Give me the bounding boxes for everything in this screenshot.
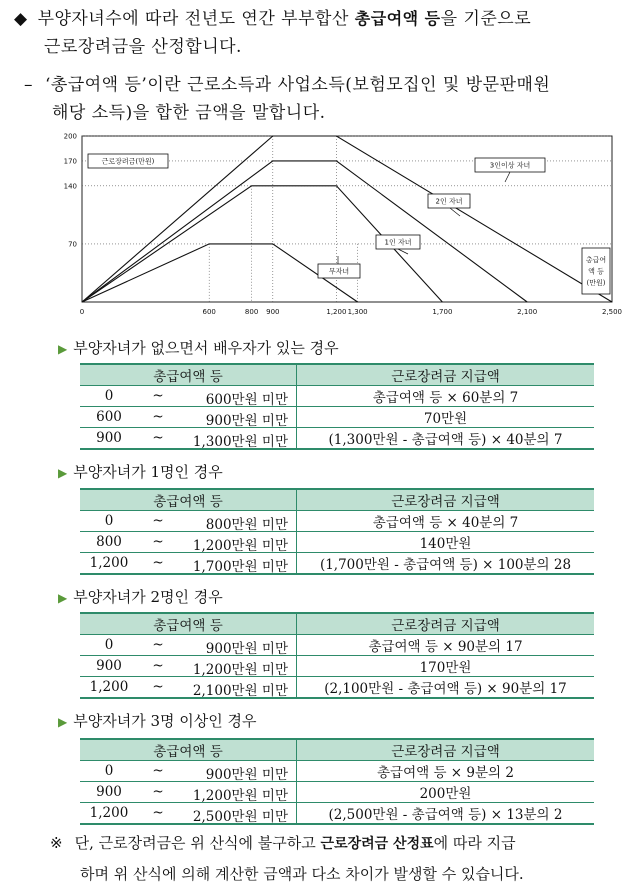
legend-one: 1인 자녀 xyxy=(384,238,412,247)
range-hi: 900만원 미만 xyxy=(205,641,288,657)
table-row xyxy=(80,677,594,699)
intro-definition xyxy=(24,70,550,100)
table-header-row xyxy=(80,613,594,635)
table-row xyxy=(80,761,594,782)
column-header: 총급여액 등 xyxy=(80,739,297,761)
table-header-row xyxy=(80,364,594,386)
range-hi: 2,100만원 미만 xyxy=(192,683,288,699)
intro-line4: 해당 소득)을 합한 금액을 말합니다. xyxy=(52,103,326,123)
range-tl: ~ xyxy=(152,430,164,446)
chart-title: 근로장려금(만원) xyxy=(101,157,155,166)
income-range-cell xyxy=(80,511,297,532)
payment-formula-cell: 총급여액 등 × 60분의 7 xyxy=(297,386,595,407)
reference-mark: ※ xyxy=(50,834,63,852)
range-tl: ~ xyxy=(152,637,164,653)
income-range-cell xyxy=(80,532,297,553)
column-header: 총급여액 등 xyxy=(80,489,297,511)
payment-formula-cell: (2,500만원 - 총급여액 등) × 13분의 2 xyxy=(297,803,595,825)
column-header: 근로장려금 지급액 xyxy=(297,364,595,386)
range-lo: 900 xyxy=(96,784,122,800)
rate-table xyxy=(80,612,594,699)
range-lo: 600 xyxy=(96,409,122,425)
x-tick-label: 600 xyxy=(202,308,216,316)
range-tl: ~ xyxy=(152,534,164,550)
footnote-line2: 하며 위 산식에 의해 계산한 금액과 다소 차이가 발생할 수 있습니다. xyxy=(80,865,524,883)
income-range-cell xyxy=(80,677,297,699)
range-lo: 0 xyxy=(104,763,114,779)
intro-line1-b: 을 기준으로 xyxy=(440,9,532,29)
x-tick-label: 1,200 xyxy=(326,308,347,316)
table-header-row xyxy=(80,739,594,761)
range-hi: 1,300만원 미만 xyxy=(192,434,288,450)
triangle-bullet-icon: ▶ xyxy=(58,342,68,356)
table-header-row xyxy=(80,489,594,511)
range-lo: 1,200 xyxy=(89,679,129,695)
payment-formula-cell: (2,100만원 - 총급여액 등) × 90분의 17 xyxy=(297,677,595,699)
range-lo: 0 xyxy=(104,513,114,529)
triangle-bullet-icon: ▶ xyxy=(58,715,68,729)
range-tl: ~ xyxy=(152,805,164,821)
table-row xyxy=(80,428,594,450)
x-tick-label: 900 xyxy=(266,308,280,316)
footnote-line1-a: 단, 근로장려금은 위 산식에 불구하고 xyxy=(74,834,321,852)
y-tick-label: 140 xyxy=(63,182,77,191)
income-range-cell xyxy=(80,803,297,825)
x-tick-label: 2,100 xyxy=(517,308,538,316)
y-tick-label: 200 xyxy=(63,132,77,141)
y-tick-label: 70 xyxy=(68,240,77,249)
y-tick-label: 170 xyxy=(63,157,77,166)
range-hi: 1,200만원 미만 xyxy=(192,538,288,554)
table-row xyxy=(80,386,594,407)
range-hi: 600만원 미만 xyxy=(205,392,288,408)
range-lo: 900 xyxy=(96,430,122,446)
x-tick-label: 2,500 xyxy=(601,308,623,316)
footnote-line1 xyxy=(50,828,524,859)
payment-formula-cell: (1,700만원 - 총급여액 등) × 100분의 28 xyxy=(297,553,595,575)
section-heading-text: 부양자녀가 3명 이상인 경우 xyxy=(73,712,257,730)
range-tl: ~ xyxy=(152,763,164,779)
table-row xyxy=(80,635,594,656)
range-tl: ~ xyxy=(152,555,164,571)
range-tl: ~ xyxy=(152,409,164,425)
section-heading-text: 부양자녀가 2명인 경우 xyxy=(73,588,223,606)
income-range-cell xyxy=(80,553,297,575)
range-tl: ~ xyxy=(152,784,164,800)
column-header: 근로장려금 지급액 xyxy=(297,489,595,511)
x-axis-box: 액 등 xyxy=(588,267,604,276)
range-lo: 1,200 xyxy=(89,805,129,821)
section-heading xyxy=(58,461,223,482)
range-lo: 900 xyxy=(96,658,122,674)
column-header: 총급여액 등 xyxy=(80,364,297,386)
table-row xyxy=(80,532,594,553)
table-row xyxy=(80,803,594,825)
rate-table xyxy=(80,363,594,450)
column-header: 근로장려금 지급액 xyxy=(297,739,595,761)
earned-income-credit-chart xyxy=(60,128,623,323)
range-hi: 2,500만원 미만 xyxy=(192,809,288,825)
payment-formula-cell: 170만원 xyxy=(297,656,595,677)
dash-bullet: – xyxy=(24,75,33,95)
range-tl: ~ xyxy=(152,513,164,529)
rate-table xyxy=(80,488,594,575)
range-tl: ~ xyxy=(152,388,164,404)
section-heading xyxy=(58,710,256,731)
triangle-bullet-icon: ▶ xyxy=(58,466,68,480)
column-header: 총급여액 등 xyxy=(80,613,297,635)
x-tick-label: 1,300 xyxy=(347,308,368,316)
range-lo: 800 xyxy=(96,534,122,550)
intro-line2: 근로장려금을 산정합니다. xyxy=(44,37,242,57)
payment-formula-cell: (1,300만원 - 총급여액 등) × 40분의 7 xyxy=(297,428,595,450)
table-row xyxy=(80,553,594,575)
x-tick-label: 800 xyxy=(244,308,259,316)
column-header: 근로장려금 지급액 xyxy=(297,613,595,635)
range-hi: 1,200만원 미만 xyxy=(192,662,288,678)
table-row xyxy=(80,782,594,803)
payment-formula-cell: 200만원 xyxy=(297,782,595,803)
range-tl: ~ xyxy=(152,679,164,695)
income-range-cell xyxy=(80,761,297,782)
legend-two: 2인 자녀 xyxy=(435,197,463,206)
range-hi: 1,200만원 미만 xyxy=(192,788,288,804)
range-hi: 900만원 미만 xyxy=(205,767,288,783)
range-lo: 0 xyxy=(104,637,114,653)
table-row xyxy=(80,511,594,532)
table-row xyxy=(80,656,594,677)
payment-formula-cell: 70만원 xyxy=(297,407,595,428)
intro-paragraph xyxy=(14,4,531,34)
payment-formula-cell: 140만원 xyxy=(297,532,595,553)
section-heading xyxy=(58,586,223,607)
range-hi: 1,700만원 미만 xyxy=(192,559,288,575)
intro-line1-a: 부양자녀수에 따라 전년도 연간 부부합산 xyxy=(37,9,355,29)
x-axis-box: (만원) xyxy=(586,279,606,287)
range-lo: 0 xyxy=(104,388,114,404)
income-range-cell xyxy=(80,428,297,450)
diamond-bullet-icon: ◆ xyxy=(14,9,28,29)
income-range-cell xyxy=(80,386,297,407)
intro-line3: ‘총급여액 등’이란 근로소득과 사업소득(보험모집인 및 방문판매원 xyxy=(45,75,551,95)
income-range-cell xyxy=(80,782,297,803)
income-range-cell xyxy=(80,407,297,428)
section-heading xyxy=(58,337,339,358)
range-lo: 1,200 xyxy=(89,555,129,571)
legend-three: 3인이상 자녀 xyxy=(489,161,531,170)
range-hi: 900만원 미만 xyxy=(205,413,288,429)
payment-formula-cell: 총급여액 등 × 9분의 2 xyxy=(297,761,595,782)
rate-table xyxy=(80,738,594,825)
x-axis-box: 총급여 xyxy=(585,256,607,264)
range-hi: 800만원 미만 xyxy=(205,517,288,533)
x-tick-label: 1,700 xyxy=(432,308,453,316)
range-tl: ~ xyxy=(152,658,164,674)
x-tick-label: 0 xyxy=(79,308,85,316)
income-range-cell xyxy=(80,635,297,656)
payment-formula-cell: 총급여액 등 × 90분의 17 xyxy=(297,635,595,656)
intro-line1-bold: 총급여액 등 xyxy=(354,9,441,28)
footnote-line1-b: 에 따라 지급 xyxy=(433,834,516,852)
section-heading-text: 부양자녀가 없으면서 배우자가 있는 경우 xyxy=(73,339,339,357)
footnote xyxy=(50,828,524,889)
section-heading-text: 부양자녀가 1명인 경우 xyxy=(73,463,223,481)
payment-formula-cell: 총급여액 등 × 40분의 7 xyxy=(297,511,595,532)
legend-none: 무자녀 xyxy=(328,267,350,276)
income-range-cell xyxy=(80,656,297,677)
footnote-bold: 근로장려금 산정표 xyxy=(320,836,434,852)
triangle-bullet-icon: ▶ xyxy=(58,591,68,605)
table-row xyxy=(80,407,594,428)
